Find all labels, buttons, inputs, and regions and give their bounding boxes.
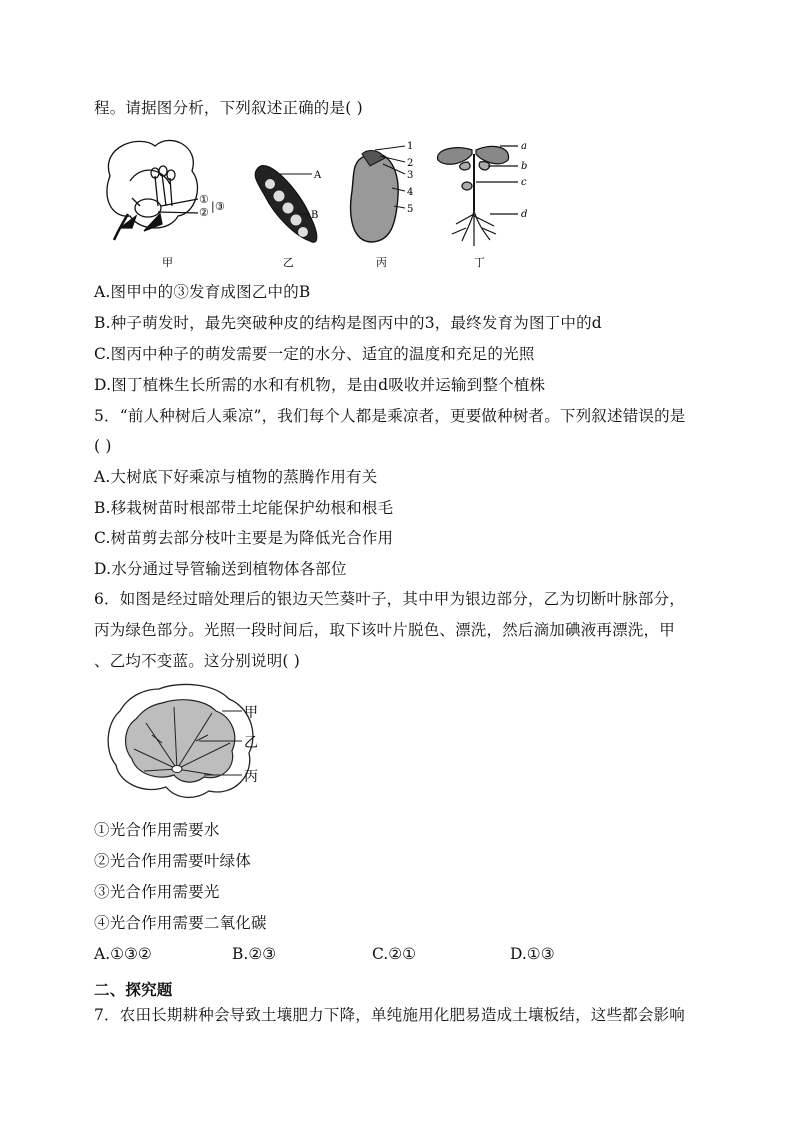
caption-jia: 甲 xyxy=(162,256,173,269)
flower-diagram xyxy=(107,140,198,240)
yi-label-a: A xyxy=(314,170,322,181)
jia-label-3: ③ xyxy=(215,200,225,213)
q4-option-d: D.图丁植株生长所需的水和有机物，是由d吸收并运输到整个植株 xyxy=(94,376,546,394)
caption-yi: 乙 xyxy=(283,256,294,269)
jia-label-1: ① xyxy=(199,193,209,206)
leaf-petiole-hole xyxy=(172,766,182,773)
q4-figure xyxy=(100,136,555,270)
pea-pod-diagram xyxy=(255,166,317,243)
q6-stem-line1: 6．如图是经过暗处理后的银边天竺葵叶子，其中甲为银边部分，乙为切断叶脉部分， xyxy=(94,590,685,608)
q5-stem-line1: 5．“前人种树后人乘凉”，我们每个人都是乘凉者，更要做种树者。下列叙述错误的是 xyxy=(94,407,686,425)
q6-option-a: A.①③② xyxy=(94,945,152,963)
bing-label-4: 4 xyxy=(407,187,414,198)
bing-label-3: 3 xyxy=(407,170,414,181)
q7-stem-line1: 7．农田长期耕种会导致土壤肥力下降，单纯施用化肥易造成土壤板结，这些都会影响 xyxy=(94,1006,685,1024)
leaf-label-jia: 甲 xyxy=(244,705,258,721)
section-title: 二、探究题 xyxy=(94,981,173,999)
q6-statement-1: ①光合作用需要水 xyxy=(94,821,220,839)
bean-seed-diagram xyxy=(351,146,405,242)
q5-option-b: B.移栽树苗时根部带土坨能保护幼根和根毛 xyxy=(94,499,394,517)
q5-option-a: A.大树底下好乘凉与植物的蒸腾作用有关 xyxy=(94,468,378,486)
q6-statement-2: ②光合作用需要叶绿体 xyxy=(94,852,252,870)
ding-label-b: b xyxy=(521,161,528,172)
q6-statement-3: ③光合作用需要光 xyxy=(94,883,220,901)
q4-stem-tail: 程。请据图分析，下列叙述正确的是( ) xyxy=(94,99,363,117)
bing-label-1: 1 xyxy=(407,141,414,152)
q5-option-d: D.水分通过导管输送到植物体各部位 xyxy=(94,560,347,578)
leaf-figure xyxy=(104,683,274,801)
yi-label-b: B xyxy=(311,210,319,221)
ding-label-d: d xyxy=(521,209,528,220)
q6-stem-line3: 、乙均不变蓝。这分别说明( ) xyxy=(94,652,301,670)
caption-bing: 丙 xyxy=(376,256,387,269)
q4-option-c: C.图丙中种子的萌发需要一定的水分、适宜的温度和充足的光照 xyxy=(94,345,535,363)
q4-option-b: B.种子萌发时，最先突破种皮的结构是图丙中的3，最终发育为图丁中的d xyxy=(94,314,602,332)
ding-label-a: a xyxy=(521,141,527,152)
q6-option-c: C.②① xyxy=(372,945,417,963)
q4-option-a: A.图甲中的③发育成图乙中的B xyxy=(94,283,311,301)
q6-statement-4: ④光合作用需要二氧化碳 xyxy=(94,914,267,932)
leaf-label-bing: 丙 xyxy=(244,769,258,785)
q6-option-b: B.②③ xyxy=(232,945,277,963)
q5-option-c: C.树苗剪去部分枝叶主要是为降低光合作用 xyxy=(94,529,394,547)
q5-stem-line2: ( ) xyxy=(94,437,112,455)
q6-stem-line2: 丙为绿色部分。光照一段时间后，取下该叶片脱色、漂洗，然后滴加碘液再漂洗，甲 xyxy=(94,621,675,639)
seedling-diagram xyxy=(438,146,518,246)
caption-ding: 丁 xyxy=(474,256,485,269)
leaf-label-yi: 乙 xyxy=(244,735,258,751)
q6-option-d: D.①③ xyxy=(510,945,555,963)
brace-mark: | xyxy=(211,200,215,213)
jia-label-2: ② xyxy=(199,206,209,219)
ding-label-c: c xyxy=(521,177,527,188)
bing-label-2: 2 xyxy=(407,158,414,169)
bing-label-5: 5 xyxy=(407,204,414,215)
